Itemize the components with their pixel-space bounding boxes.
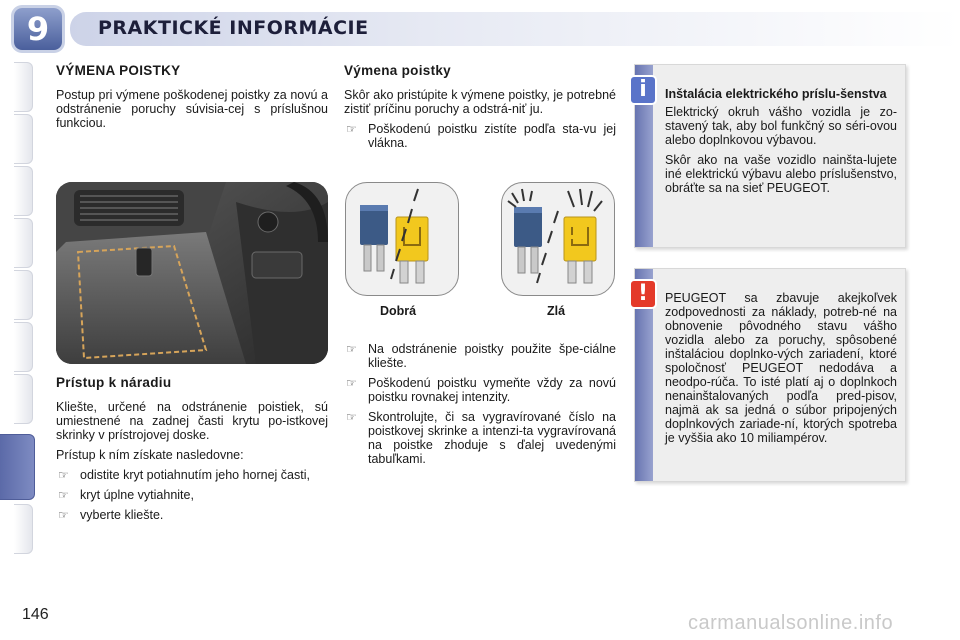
- chapter-tabs: [0, 62, 34, 582]
- pointing-hand-icon: ☞: [58, 488, 69, 502]
- warning-panel-body: [665, 291, 897, 451]
- fuse-replacement-heading: Výmena poistky: [344, 63, 451, 78]
- list-item: ☞ vyberte kliešte.: [58, 508, 164, 522]
- info-panel-text: Elektrický okruh vášho vozidla je zo-stavený tak, aby bol funkčný so séri-ovou alebo doplnkovou výbavou.: [665, 105, 897, 147]
- page-header: [0, 0, 960, 56]
- fuse-check-list: [344, 122, 616, 150]
- chapter-number-badge: 9: [14, 8, 62, 50]
- info-panel-title: Inštalácia elektrického príslu-šenstva: [665, 87, 887, 101]
- access-instruction: Prístup k ním získate nasledovne:: [56, 448, 244, 462]
- access-steps-list: [56, 468, 328, 522]
- chapter-tab-active[interactable]: [0, 434, 35, 500]
- access-text: Kliešte, určené na odstránenie poistiek, sú umiestnené na zadnej časti krytu po-istkovej skrinky v prístrojovej doske.: [56, 400, 328, 442]
- intro-text: Postup pri výmene poškodenej poistky za novú a odstránenie poruchy súvisia-cej s príslušnou funkciou.: [56, 88, 328, 130]
- chapter-tab[interactable]: [14, 166, 33, 216]
- fuse-steps-list: [344, 342, 616, 466]
- pointing-hand-icon: ☞: [346, 342, 357, 356]
- info-icon: i: [629, 75, 657, 105]
- page-number: 146: [22, 606, 49, 623]
- fuse-good-label: Dobrá: [380, 304, 417, 318]
- pointing-hand-icon: ☞: [346, 122, 357, 136]
- watermark: carmanualsonline.info: [688, 612, 894, 634]
- middle-column: [344, 64, 616, 156]
- fuse-bad-label: Zlá: [547, 304, 566, 318]
- fuse-good-illustration: [346, 183, 458, 295]
- chapter-tab[interactable]: [14, 504, 33, 554]
- left-column: [56, 64, 328, 136]
- warning-icon: !: [629, 279, 657, 309]
- chapter-tab[interactable]: [14, 374, 33, 424]
- list-item: ☞ odistite kryt potiahnutím jeho hornej časti,: [58, 468, 310, 482]
- list-item: ☞ Na odstránenie poistky použite špe-ciálne kliešte.: [346, 342, 616, 370]
- chapter-tab[interactable]: [14, 62, 33, 112]
- warning-panel-text: PEUGEOT sa zbavuje akejkoľvek zodpovednosti za náklady, potreb-né na obnovenie pôvodného stavu vášho vozidla alebo za poruchy, spôsobené inštaláciou doplnko-vých zariadení, ktoré spoločnosť PEUGEOT nedodáva a neodpo-rúča. To isté platí aj o doplnkoch nenainštalovaných podľa pred-pisov, najmä ak sa jedná o súbor pripojených doplnkových zariade-ní, ktorých spotreba je vyššia ako 10 miliampérov.: [665, 291, 897, 445]
- fuse-bad-image: [501, 182, 615, 296]
- chapter-tab[interactable]: [14, 270, 33, 320]
- info-panel: [634, 64, 906, 248]
- access-section: [56, 376, 328, 528]
- fuse-steps-section: [344, 342, 616, 472]
- chapter-tab[interactable]: [14, 218, 33, 268]
- list-item: ☞ Poškodenú poistku zistíte podľa sta-vu jej vlákna.: [346, 122, 616, 150]
- access-heading: Prístup k náradiu: [56, 375, 172, 390]
- pointing-hand-icon: ☞: [346, 410, 357, 424]
- fuse-bad-illustration: [502, 183, 614, 295]
- list-item: ☞ kryt úplne vytiahnite,: [58, 488, 194, 502]
- info-panel-text: Skôr ako na vaše vozidlo nainšta-lujete iné elektrickú výbavu alebo príslušenstvo, obráťte sa na sieť PEUGEOT.: [665, 153, 897, 195]
- page-title: PRAKTICKÉ INFORMÁCIE: [98, 17, 369, 39]
- pointing-hand-icon: ☞: [58, 468, 69, 482]
- list-item: ☞ Skontrolujte, či sa vygravírované číslo na poistkovej skrinke a intenzi-ta vygravírovaná na poistke zhoduje s ďalej uvedenými tabuľkami.: [346, 410, 616, 466]
- chapter-tab[interactable]: [14, 114, 33, 164]
- pointing-hand-icon: ☞: [346, 376, 357, 390]
- list-item: ☞ Poškodenú poistku vymeňte vždy za novú poistku rovnakej intenzity.: [346, 376, 616, 404]
- fuse-good-image: [345, 182, 459, 296]
- fuse-intro-text: Skôr ako pristúpite k výmene poistky, je potrebné zistiť príčinu poruchy a odstrá-niť ju.: [344, 88, 616, 116]
- chapter-tab[interactable]: [14, 322, 33, 372]
- dashboard-illustration: [56, 182, 328, 364]
- info-panel-body: [665, 87, 897, 201]
- pointing-hand-icon: ☞: [58, 508, 69, 522]
- dashboard-fuse-cover-image: [56, 182, 328, 364]
- section-heading: VÝMENA POISTKY: [56, 63, 181, 78]
- warning-panel: [634, 268, 906, 482]
